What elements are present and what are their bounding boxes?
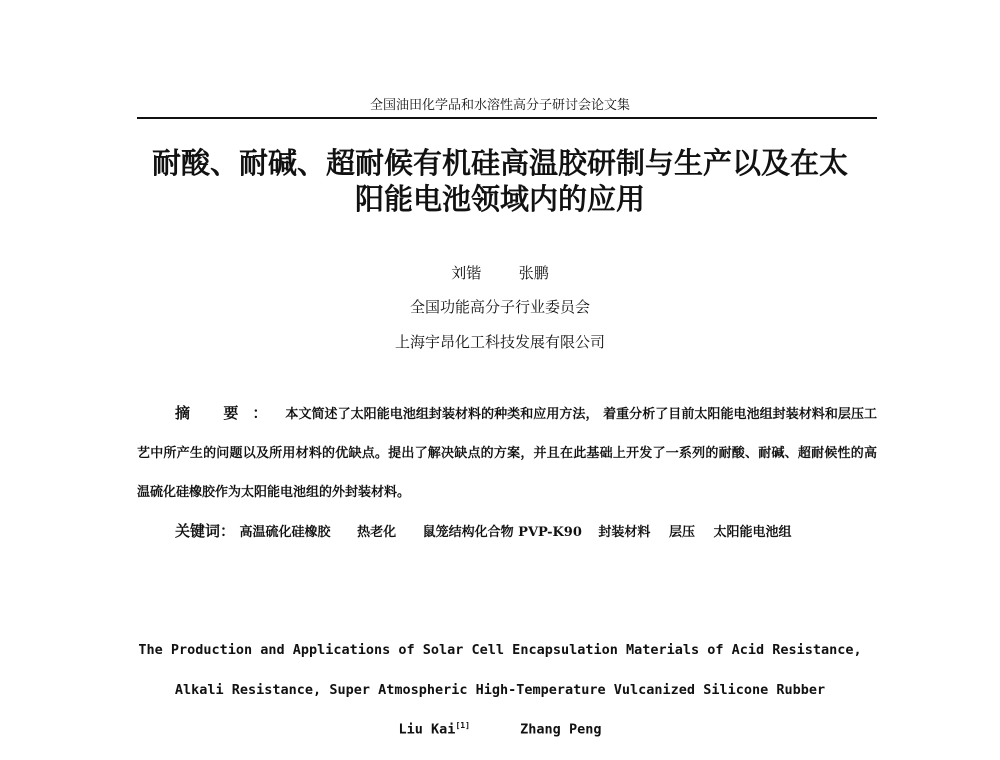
title-cn [130, 145, 870, 217]
keywords [175, 520, 792, 541]
abstract-label: 摘 要： [175, 404, 282, 422]
author-en-1: Liu Kai [398, 721, 456, 738]
affiliation-1: 全国功能高分子行业委员会 [409, 298, 590, 316]
author-1: 刘锴 [451, 264, 482, 282]
header-rule [137, 117, 877, 119]
keyword: 太阳能电池组 [713, 525, 792, 540]
authors-en [0, 721, 1000, 738]
title-en-line-2: Alkali Resistance, Super Atmospheric High-Temperature Vulcanized Silicone Rubber [174, 682, 826, 698]
author-2: 张鹏 [518, 264, 549, 282]
title-en-line-1: The Production and Applications of Solar Cell Encapsulation Materials of Acid Resistance, [138, 642, 862, 658]
abstract-text: 本文简述了太阳能电池组封装材料的种类和应用方法， 着重分析了目前太阳能电池组封装材料和层压工艺中所产生的问题以及所用材料的优缺点。提出了解决缺点的方案，并且在此基础上开发了一系列的耐酸、耐碱、超耐候性的高温硫化硅橡胶作为太阳能电池组的外封装材料。 [137, 407, 877, 500]
keyword: 高温硫化硅橡胶 [239, 525, 331, 540]
abstract [137, 394, 877, 512]
keyword: 热老化 [357, 525, 397, 540]
keyword: 鼠笼结构化合物 PVP-K90 [422, 525, 582, 540]
title-cn-line-1: 耐酸、耐碱、超耐候有机硅高温胶研制与生产以及在太 [151, 146, 848, 180]
author-en-1-affiliation-mark: [1] [455, 721, 470, 730]
keyword: 封装材料 [598, 525, 651, 540]
title-cn-line-2: 阳能电池领域内的应用 [354, 182, 645, 216]
affiliation-2: 上海宇昂化工科技发展有限公司 [394, 333, 605, 351]
keywords-label: 关键词： [175, 522, 236, 540]
author-en-2: Zhang Peng [520, 721, 602, 738]
authors-cn [0, 262, 1000, 283]
running-header: 全国油田化学品和水溶性高分子研讨会论文集 [369, 98, 630, 113]
keyword: 层压 [668, 525, 695, 540]
